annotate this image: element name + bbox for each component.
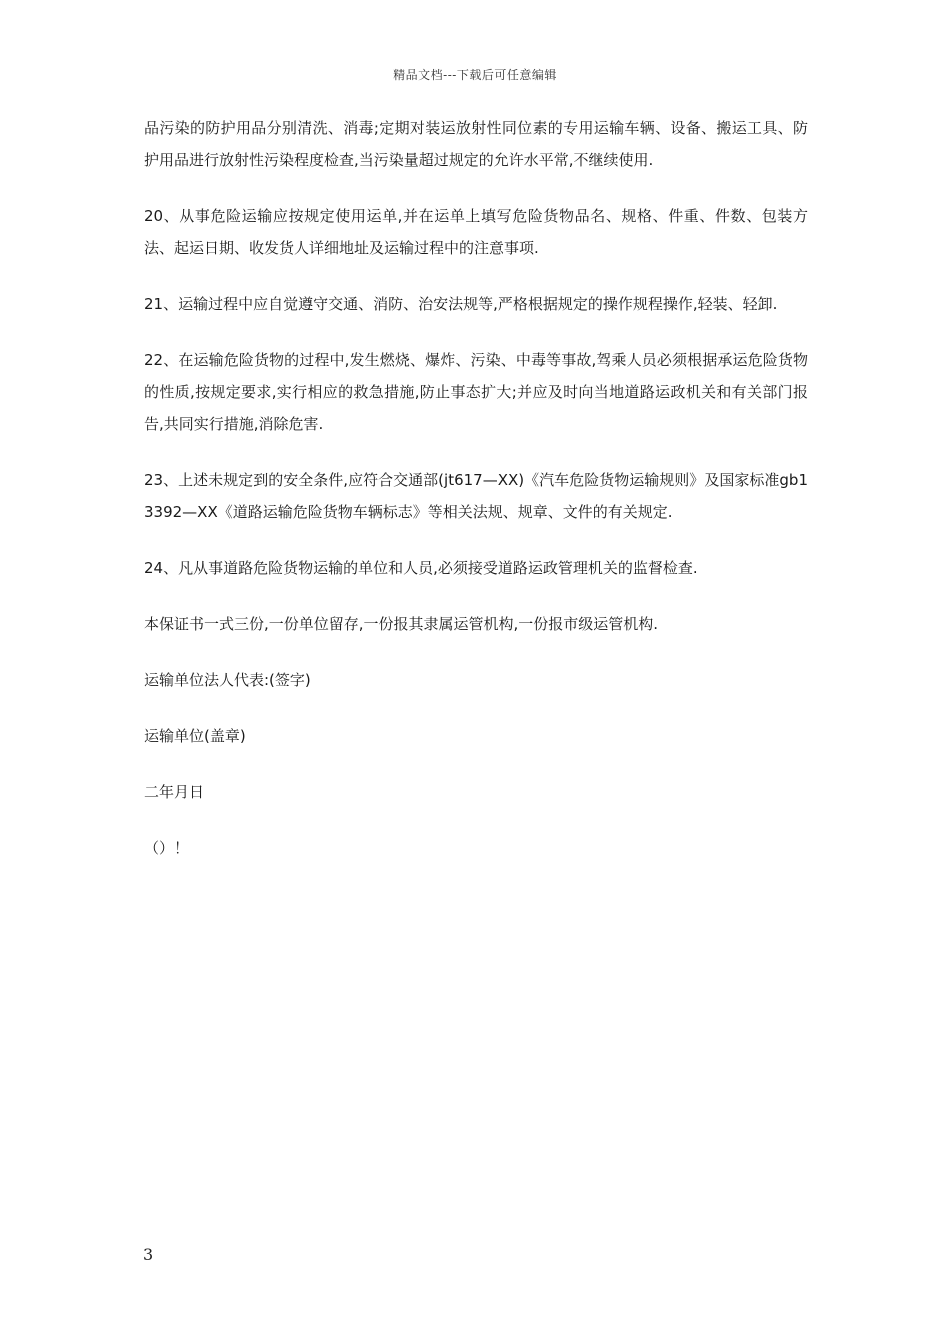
signature-line: 运输单位法人代表:(签字): [144, 671, 311, 689]
paragraph-item-21: 21、运输过程中应自觉遵守交通、消防、治安法规等,严格根据规定的操作规程操作,轻装、轻卸.: [144, 295, 778, 313]
paragraph-item-23: 23、上述未规定到的安全条件,应符合交通部(jt617—XX)《汽车危险货物运输规则》及国家标准gb13392—XX《道路运输危险货物车辆标志》等相关法规、规章、文件的有关规定.: [144, 471, 808, 521]
seal-line: 运输单位(盖章): [144, 727, 246, 745]
page-header: 精品文档---下载后可任意编辑: [393, 68, 557, 82]
document-body: [144, 112, 808, 888]
trailing-symbols: （）！: [144, 839, 190, 857]
paragraph-copies-note: 本保证书一式三份,一份单位留存,一份报其隶属运管机构,一份报市级运管机构.: [144, 615, 659, 633]
page-number: 3: [143, 1245, 154, 1264]
paragraph-item-24: 24、凡从事道路危险货物运输的单位和人员,必须接受道路运政管理机关的监督检查.: [144, 559, 698, 577]
date-line: 二年月日: [144, 783, 205, 801]
paragraph-item-22: 22、在运输危险货物的过程中,发生燃烧、爆炸、污染、中毒等事故,驾乘人员必须根据承运危险货物的性质,按规定要求,实行相应的救急措施,防止事态扩大;并应及时向当地道路运政机关和有关部门报告,共同实行措施,消除危害.: [144, 351, 808, 433]
paragraph-item-20: 20、从事危险运输应按规定使用运单,并在运单上填写危险货物品名、规格、件重、件数、包装方法、起运日期、收发货人详细地址及运输过程中的注意事项.: [144, 207, 808, 257]
paragraph-continuation: 品污染的防护用品分别清洗、消毒;定期对装运放射性同位素的专用运输车辆、设备、搬运工具、防护用品进行放射性污染程度检查,当污染量超过规定的允许水平常,不继续使用.: [144, 119, 808, 169]
